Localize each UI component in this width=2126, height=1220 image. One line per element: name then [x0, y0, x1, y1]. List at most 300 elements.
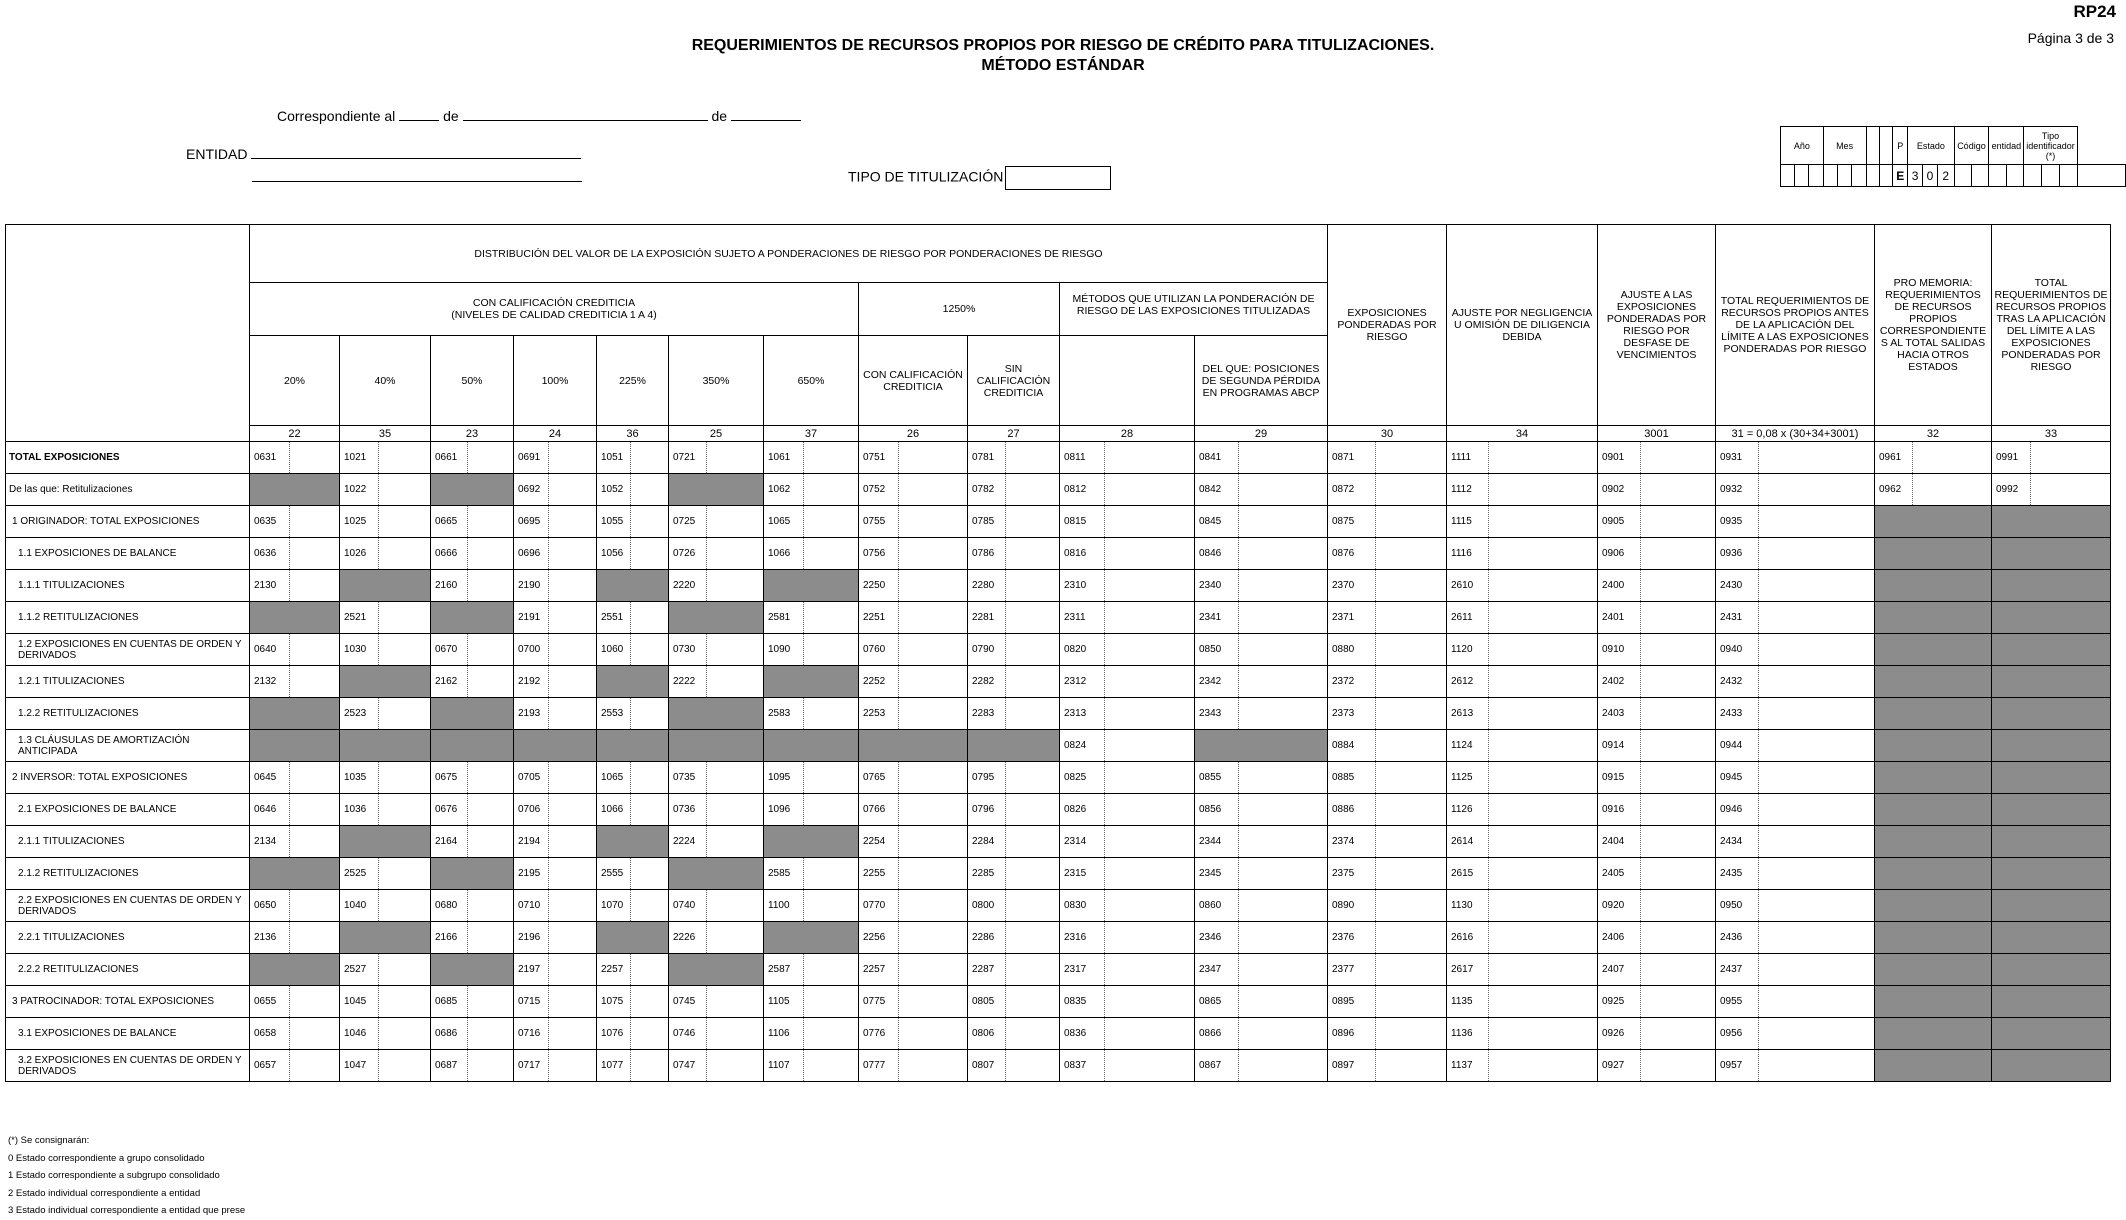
- value-cell[interactable]: [899, 570, 968, 602]
- value-cell[interactable]: [379, 890, 431, 922]
- value-cell[interactable]: [1376, 602, 1447, 634]
- value-cell[interactable]: [1489, 602, 1598, 634]
- value-cell[interactable]: [1759, 954, 1875, 986]
- value-cell[interactable]: [1489, 474, 1598, 506]
- value-cell[interactable]: [379, 794, 431, 826]
- value-cell[interactable]: [804, 1018, 859, 1050]
- value-cell[interactable]: [1105, 698, 1195, 730]
- cell-code: 1055: [597, 506, 631, 538]
- value-cell[interactable]: [549, 698, 597, 730]
- value-cell[interactable]: [1759, 474, 1875, 506]
- value-cell[interactable]: [1105, 794, 1195, 826]
- value-cell[interactable]: [1641, 666, 1716, 698]
- value-cell[interactable]: [1239, 826, 1328, 858]
- value-cell[interactable]: [804, 634, 859, 666]
- value-cell[interactable]: [1489, 570, 1598, 602]
- value-cell[interactable]: [379, 602, 431, 634]
- cell-code: 2521: [340, 602, 379, 634]
- value-cell[interactable]: [1641, 442, 1716, 474]
- value-cell[interactable]: [1376, 922, 1447, 954]
- value-cell[interactable]: [468, 762, 514, 794]
- value-cell[interactable]: [1239, 762, 1328, 794]
- value-cell[interactable]: [804, 506, 859, 538]
- value-cell[interactable]: [1239, 538, 1328, 570]
- value-cell[interactable]: [1006, 570, 1060, 602]
- value-cell[interactable]: [1376, 794, 1447, 826]
- value-cell[interactable]: [631, 634, 669, 666]
- value-cell[interactable]: [1641, 986, 1716, 1018]
- value-cell[interactable]: [290, 570, 340, 602]
- value-cell[interactable]: [631, 794, 669, 826]
- value-cell[interactable]: [1239, 666, 1328, 698]
- value-cell[interactable]: [1376, 1018, 1447, 1050]
- value-cell[interactable]: [631, 1050, 669, 1082]
- value-cell[interactable]: [379, 762, 431, 794]
- value-cell[interactable]: [549, 826, 597, 858]
- value-cell[interactable]: [290, 634, 340, 666]
- value-cell[interactable]: [631, 698, 669, 730]
- value-cell[interactable]: [1489, 442, 1598, 474]
- value-cell[interactable]: [631, 474, 669, 506]
- value-cell[interactable]: [1759, 602, 1875, 634]
- value-cell[interactable]: [290, 762, 340, 794]
- value-cell[interactable]: [1105, 506, 1195, 538]
- id-cell[interactable]: [2024, 165, 2042, 187]
- value-cell[interactable]: [290, 1018, 340, 1050]
- id-cell[interactable]: [2006, 165, 2024, 187]
- value-cell[interactable]: [707, 538, 764, 570]
- value-cell[interactable]: [1376, 538, 1447, 570]
- value-cell[interactable]: [1006, 538, 1060, 570]
- value-cell[interactable]: [1006, 634, 1060, 666]
- value-cell[interactable]: [1239, 922, 1328, 954]
- value-cell[interactable]: [1006, 954, 1060, 986]
- value-cell[interactable]: [1489, 1018, 1598, 1050]
- value-cell[interactable]: [1006, 922, 1060, 954]
- value-cell[interactable]: [549, 538, 597, 570]
- cell-code: 0901: [1598, 442, 1641, 474]
- value-cell[interactable]: [468, 442, 514, 474]
- value-cell[interactable]: [899, 954, 968, 986]
- value-cell[interactable]: [1376, 762, 1447, 794]
- value-cell[interactable]: [1489, 858, 1598, 890]
- value-cell[interactable]: [631, 1018, 669, 1050]
- mes-header: Mes: [1823, 127, 1866, 165]
- value-cell[interactable]: [899, 602, 968, 634]
- value-cell[interactable]: [631, 602, 669, 634]
- value-cell[interactable]: [1239, 474, 1328, 506]
- value-cell[interactable]: [468, 1018, 514, 1050]
- value-cell[interactable]: [1105, 954, 1195, 986]
- value-cell[interactable]: [1376, 986, 1447, 1018]
- value-cell[interactable]: [379, 538, 431, 570]
- value-cell[interactable]: [1489, 890, 1598, 922]
- value-cell[interactable]: [379, 634, 431, 666]
- entidad-field-2[interactable]: [252, 170, 582, 182]
- value-cell[interactable]: [468, 506, 514, 538]
- value-cell[interactable]: [804, 1050, 859, 1082]
- value-cell[interactable]: [290, 442, 340, 474]
- value-cell[interactable]: [707, 986, 764, 1018]
- month-field[interactable]: [463, 109, 708, 121]
- value-cell[interactable]: [1105, 442, 1195, 474]
- value-cell[interactable]: [899, 826, 968, 858]
- value-cell[interactable]: [1105, 474, 1195, 506]
- value-cell[interactable]: [1641, 762, 1716, 794]
- value-cell[interactable]: [468, 890, 514, 922]
- value-cell[interactable]: [1006, 858, 1060, 890]
- value-cell[interactable]: [1376, 634, 1447, 666]
- value-cell[interactable]: [549, 762, 597, 794]
- value-cell[interactable]: [379, 954, 431, 986]
- value-cell[interactable]: [899, 698, 968, 730]
- row-label: 3 PATROCINADOR: TOTAL EXPOSICIONES: [6, 986, 250, 1018]
- value-cell[interactable]: [549, 954, 597, 986]
- value-cell[interactable]: [1376, 442, 1447, 474]
- value-cell[interactable]: [290, 922, 340, 954]
- value-cell[interactable]: [549, 1018, 597, 1050]
- value-cell[interactable]: [379, 858, 431, 890]
- value-cell[interactable]: [899, 762, 968, 794]
- value-cell[interactable]: [468, 570, 514, 602]
- value-cell[interactable]: [1759, 730, 1875, 762]
- value-cell[interactable]: [631, 442, 669, 474]
- value-cell[interactable]: [468, 922, 514, 954]
- value-cell[interactable]: [1489, 1050, 1598, 1082]
- value-cell[interactable]: [1105, 634, 1195, 666]
- value-cell[interactable]: [631, 538, 669, 570]
- value-cell[interactable]: [1641, 538, 1716, 570]
- value-cell[interactable]: [290, 506, 340, 538]
- value-cell[interactable]: [1641, 602, 1716, 634]
- value-cell[interactable]: [1376, 954, 1447, 986]
- value-cell[interactable]: [1105, 730, 1195, 762]
- id-cell[interactable]: [1879, 165, 1892, 187]
- value-cell[interactable]: [899, 506, 968, 538]
- day-field[interactable]: [399, 109, 439, 121]
- value-cell[interactable]: [549, 1050, 597, 1082]
- value-cell[interactable]: [1913, 442, 1992, 474]
- value-cell[interactable]: [1489, 506, 1598, 538]
- value-cell[interactable]: [1759, 442, 1875, 474]
- value-cell[interactable]: [290, 1050, 340, 1082]
- value-cell[interactable]: [1641, 794, 1716, 826]
- value-cell[interactable]: [707, 666, 764, 698]
- value-cell[interactable]: [1641, 570, 1716, 602]
- value-cell[interactable]: [549, 858, 597, 890]
- id-cell[interactable]: [1809, 165, 1823, 187]
- value-cell[interactable]: [1006, 1050, 1060, 1082]
- value-cell[interactable]: [1641, 506, 1716, 538]
- value-cell[interactable]: [1641, 474, 1716, 506]
- value-cell[interactable]: [1239, 954, 1328, 986]
- column-number: 23: [431, 426, 514, 442]
- value-cell[interactable]: [1489, 698, 1598, 730]
- id-cell[interactable]: [1823, 165, 1837, 187]
- value-cell[interactable]: [2031, 474, 2111, 506]
- id-cell[interactable]: [2077, 165, 2125, 187]
- value-cell[interactable]: [290, 538, 340, 570]
- value-cell[interactable]: [804, 794, 859, 826]
- value-cell[interactable]: [549, 602, 597, 634]
- value-cell[interactable]: [1759, 1018, 1875, 1050]
- value-cell[interactable]: [1239, 1018, 1328, 1050]
- value-cell[interactable]: [804, 762, 859, 794]
- value-cell[interactable]: [468, 794, 514, 826]
- value-cell[interactable]: [1239, 442, 1328, 474]
- value-cell[interactable]: [707, 1018, 764, 1050]
- value-cell[interactable]: [1489, 762, 1598, 794]
- value-cell[interactable]: [379, 1050, 431, 1082]
- value-cell[interactable]: [1239, 890, 1328, 922]
- value-cell[interactable]: [899, 794, 968, 826]
- value-cell[interactable]: [549, 506, 597, 538]
- value-cell[interactable]: [1489, 730, 1598, 762]
- value-cell[interactable]: [1006, 442, 1060, 474]
- value-cell[interactable]: [1641, 1018, 1716, 1050]
- value-cell[interactable]: [1376, 506, 1447, 538]
- value-cell[interactable]: [549, 570, 597, 602]
- value-cell[interactable]: [1239, 602, 1328, 634]
- id-cell[interactable]: [1971, 165, 1988, 187]
- value-cell[interactable]: [1006, 698, 1060, 730]
- value-cell[interactable]: [468, 538, 514, 570]
- value-cell[interactable]: [1489, 954, 1598, 986]
- value-cell[interactable]: [1641, 890, 1716, 922]
- id-cell[interactable]: [1795, 165, 1809, 187]
- value-cell[interactable]: [549, 474, 597, 506]
- value-cell[interactable]: [1105, 538, 1195, 570]
- value-cell[interactable]: [804, 602, 859, 634]
- value-cell[interactable]: [1489, 634, 1598, 666]
- value-cell[interactable]: [1105, 570, 1195, 602]
- entidad-field[interactable]: [251, 147, 581, 159]
- value-cell[interactable]: [899, 474, 968, 506]
- value-cell[interactable]: [804, 698, 859, 730]
- value-cell[interactable]: [549, 986, 597, 1018]
- value-cell[interactable]: [1489, 826, 1598, 858]
- value-cell[interactable]: [1105, 826, 1195, 858]
- value-cell[interactable]: [899, 634, 968, 666]
- cell-code: 0658: [250, 1018, 290, 1050]
- value-cell[interactable]: [1641, 730, 1716, 762]
- value-cell[interactable]: [1239, 1050, 1328, 1082]
- value-cell[interactable]: [1006, 474, 1060, 506]
- value-cell[interactable]: [707, 634, 764, 666]
- value-cell[interactable]: [1239, 570, 1328, 602]
- value-cell[interactable]: [631, 986, 669, 1018]
- value-cell[interactable]: [1759, 826, 1875, 858]
- value-cell[interactable]: [1759, 890, 1875, 922]
- value-cell[interactable]: [1759, 762, 1875, 794]
- id-cell[interactable]: [1866, 165, 1879, 187]
- value-cell[interactable]: [1759, 570, 1875, 602]
- value-cell[interactable]: [1105, 602, 1195, 634]
- id-cell[interactable]: [2042, 165, 2060, 187]
- value-cell[interactable]: [1913, 474, 1992, 506]
- value-cell[interactable]: [1239, 858, 1328, 890]
- value-cell[interactable]: [804, 890, 859, 922]
- value-cell[interactable]: [1641, 634, 1716, 666]
- value-cell[interactable]: [468, 634, 514, 666]
- value-cell[interactable]: [379, 506, 431, 538]
- value-cell[interactable]: [1105, 762, 1195, 794]
- value-cell[interactable]: [899, 538, 968, 570]
- value-cell[interactable]: [707, 570, 764, 602]
- value-cell[interactable]: [804, 954, 859, 986]
- value-cell[interactable]: [2031, 442, 2111, 474]
- value-cell[interactable]: [1006, 1018, 1060, 1050]
- value-cell[interactable]: [1759, 922, 1875, 954]
- value-cell[interactable]: [1759, 506, 1875, 538]
- value-cell[interactable]: [290, 890, 340, 922]
- pct-header: 350%: [669, 336, 764, 426]
- value-cell[interactable]: [1489, 922, 1598, 954]
- value-cell[interactable]: [379, 1018, 431, 1050]
- value-cell[interactable]: [899, 666, 968, 698]
- value-cell[interactable]: [1105, 1018, 1195, 1050]
- value-cell[interactable]: [1759, 858, 1875, 890]
- value-cell[interactable]: [549, 922, 597, 954]
- value-cell[interactable]: [1489, 538, 1598, 570]
- value-cell[interactable]: [899, 986, 968, 1018]
- id-cell[interactable]: [1781, 165, 1795, 187]
- value-cell[interactable]: [1239, 986, 1328, 1018]
- value-cell[interactable]: [1105, 666, 1195, 698]
- value-cell[interactable]: [549, 890, 597, 922]
- value-cell[interactable]: [1006, 826, 1060, 858]
- value-cell[interactable]: [290, 986, 340, 1018]
- value-cell[interactable]: [899, 1050, 968, 1082]
- value-cell[interactable]: [1105, 890, 1195, 922]
- value-cell[interactable]: [707, 890, 764, 922]
- value-cell[interactable]: [631, 954, 669, 986]
- value-cell[interactable]: [1239, 506, 1328, 538]
- value-cell[interactable]: [631, 506, 669, 538]
- value-cell[interactable]: [1759, 986, 1875, 1018]
- value-cell[interactable]: [1641, 826, 1716, 858]
- value-cell[interactable]: [1105, 922, 1195, 954]
- value-cell[interactable]: [899, 1018, 968, 1050]
- value-cell[interactable]: [1376, 698, 1447, 730]
- value-cell[interactable]: [379, 698, 431, 730]
- value-cell[interactable]: [1239, 634, 1328, 666]
- value-cell[interactable]: [1376, 474, 1447, 506]
- value-cell[interactable]: [290, 794, 340, 826]
- id-cell[interactable]: [1954, 165, 1971, 187]
- value-cell[interactable]: [707, 442, 764, 474]
- value-cell[interactable]: [1759, 538, 1875, 570]
- value-cell[interactable]: [707, 762, 764, 794]
- value-cell[interactable]: [899, 858, 968, 890]
- value-cell[interactable]: [1759, 634, 1875, 666]
- value-cell[interactable]: [899, 890, 968, 922]
- value-cell[interactable]: [1105, 1050, 1195, 1082]
- value-cell[interactable]: [1006, 986, 1060, 1018]
- id-cell[interactable]: [2059, 165, 2077, 187]
- value-cell[interactable]: [1641, 858, 1716, 890]
- value-cell[interactable]: [1376, 666, 1447, 698]
- value-cell[interactable]: [631, 858, 669, 890]
- value-cell[interactable]: [804, 474, 859, 506]
- value-cell[interactable]: [631, 762, 669, 794]
- value-cell[interactable]: [631, 890, 669, 922]
- value-cell[interactable]: [290, 826, 340, 858]
- value-cell[interactable]: [379, 474, 431, 506]
- value-cell[interactable]: [1006, 794, 1060, 826]
- value-cell[interactable]: [1006, 506, 1060, 538]
- row-label-header: [6, 225, 250, 442]
- value-cell[interactable]: [1006, 602, 1060, 634]
- value-cell[interactable]: [1006, 890, 1060, 922]
- value-cell[interactable]: [1376, 890, 1447, 922]
- value-cell[interactable]: [290, 666, 340, 698]
- value-cell[interactable]: [1489, 794, 1598, 826]
- value-cell[interactable]: [1006, 666, 1060, 698]
- value-cell[interactable]: [1239, 794, 1328, 826]
- value-cell[interactable]: [1489, 986, 1598, 1018]
- value-cell[interactable]: [804, 442, 859, 474]
- year-field[interactable]: [731, 109, 801, 121]
- value-cell[interactable]: [707, 922, 764, 954]
- value-cell[interactable]: [1376, 858, 1447, 890]
- value-cell[interactable]: [1376, 730, 1447, 762]
- value-cell[interactable]: [707, 826, 764, 858]
- value-cell[interactable]: [1641, 1050, 1716, 1082]
- tipo-titulizacion-field[interactable]: [1005, 166, 1111, 190]
- value-cell[interactable]: [1489, 666, 1598, 698]
- value-cell[interactable]: [1641, 954, 1716, 986]
- id-cell[interactable]: [1989, 165, 2007, 187]
- value-cell[interactable]: [549, 666, 597, 698]
- value-cell[interactable]: [1376, 826, 1447, 858]
- value-cell[interactable]: [1759, 666, 1875, 698]
- value-cell[interactable]: [1759, 698, 1875, 730]
- value-cell[interactable]: [1239, 698, 1328, 730]
- value-cell[interactable]: [1006, 762, 1060, 794]
- value-cell[interactable]: [1641, 698, 1716, 730]
- value-cell[interactable]: [468, 986, 514, 1018]
- value-cell[interactable]: [899, 922, 968, 954]
- value-cell[interactable]: [379, 442, 431, 474]
- value-cell[interactable]: [468, 1050, 514, 1082]
- value-cell[interactable]: [804, 986, 859, 1018]
- value-cell[interactable]: [468, 826, 514, 858]
- id-cell[interactable]: [1837, 165, 1851, 187]
- value-cell[interactable]: [707, 794, 764, 826]
- value-cell[interactable]: [1759, 1050, 1875, 1082]
- value-cell[interactable]: [549, 794, 597, 826]
- id-cell[interactable]: [1852, 165, 1866, 187]
- value-cell[interactable]: [468, 666, 514, 698]
- value-cell[interactable]: [804, 858, 859, 890]
- value-cell[interactable]: [1105, 858, 1195, 890]
- value-cell[interactable]: [1376, 570, 1447, 602]
- value-cell[interactable]: [707, 1050, 764, 1082]
- value-cell[interactable]: [1105, 986, 1195, 1018]
- value-cell[interactable]: [804, 538, 859, 570]
- value-cell[interactable]: [549, 634, 597, 666]
- value-cell[interactable]: [549, 442, 597, 474]
- value-cell[interactable]: [707, 506, 764, 538]
- value-cell[interactable]: [899, 442, 968, 474]
- value-cell[interactable]: [1376, 1050, 1447, 1082]
- table-row: [6, 474, 2111, 506]
- title-line-1: REQUERIMIENTOS DE RECURSOS PROPIOS POR RIESGO DE CRÉDITO PARA TITULIZACIONES.: [691, 37, 1435, 54]
- value-cell[interactable]: [1641, 922, 1716, 954]
- value-cell[interactable]: [379, 986, 431, 1018]
- value-cell[interactable]: [1759, 794, 1875, 826]
